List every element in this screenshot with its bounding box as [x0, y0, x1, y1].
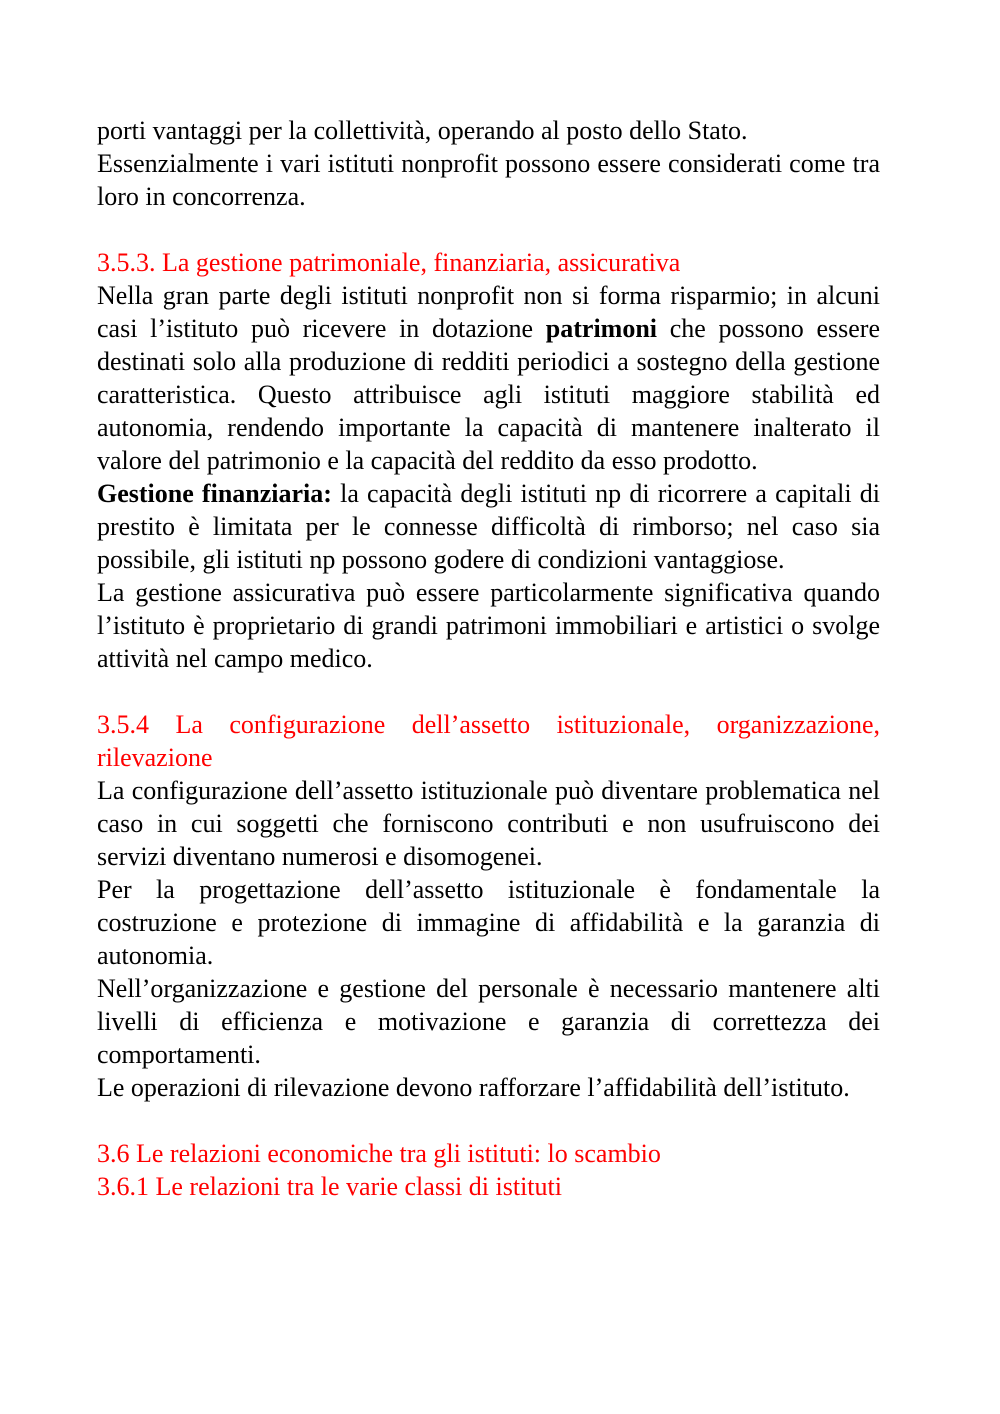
spacer — [97, 675, 880, 708]
spacer — [97, 1104, 880, 1137]
text-run: Nella gran parte degli istituti nonprofit non si forma risparmio; in alcuni casi l’istituto può ricevere in dotazione — [97, 281, 880, 343]
section-3-5-3-paragraph-3: La gestione assicurativa può essere particolarmente significativa quando l’istituto è proprietario di grandi patrimoni immobiliari e artistici o svolge attività nel campo medico. — [97, 578, 880, 673]
text-run: la capacità degli istituti np di ricorrere a capitali di prestito è limitata per le connesse difficoltà di rimborso; nel caso sia possibile, gli istituti np possono godere di condizioni vantaggiose. — [97, 479, 880, 574]
section-3-5-4-paragraph-2: Per la progettazione dell’assetto istituzionale è fondamentale la costruzione e protezione di immagine di affidabilità e la garanzia di autonomia. — [97, 875, 880, 970]
section-heading-3-6: 3.6 Le relazioni economiche tra gli istituti: lo scambio — [97, 1139, 661, 1168]
document-page — [97, 114, 880, 1203]
section-3-5-3-paragraph-1 — [97, 279, 880, 477]
section-3-5-4-paragraph-4: Le operazioni di rilevazione devono rafforzare l’affidabilità dell’istituto. — [97, 1073, 850, 1102]
intro-paragraph-1: porti vantaggi per la collettività, operando al posto dello Stato. — [97, 116, 748, 145]
bold-term-patrimoni: patrimoni — [545, 314, 658, 343]
bold-term-gestione-finanziaria: Gestione finanziaria: — [97, 479, 332, 508]
section-3-5-3-paragraph-2 — [97, 477, 880, 576]
section-3-5-4-paragraph-3: Nell’organizzazione e gestione del personale è necessario mantenere alti livelli di efficienza e motivazione e garanzia di correttezza dei comportamenti. — [97, 974, 880, 1069]
spacer — [97, 213, 880, 246]
section-heading-3-6-1: 3.6.1 Le relazioni tra le varie classi di istituti — [97, 1172, 562, 1201]
text-run: che possono essere destinati solo alla produzione di redditi periodici a sostegno della gestione caratteristica. Questo attribuisce agli istituti maggiore stabilità ed autonomia, rendendo importante la capacità di mantenere inalterato il valore del patrimonio e la capacità del reddito da esso prodotto. — [97, 314, 880, 475]
section-heading-3-5-3: 3.5.3. La gestione patrimoniale, finanziaria, assicurativa — [97, 248, 681, 277]
section-heading-3-5-4: 3.5.4 La configurazione dell’assetto istituzionale, organizzazione, rilevazione — [97, 710, 880, 772]
section-3-5-4-paragraph-1: La configurazione dell’assetto istituzionale può diventare problematica nel caso in cui soggetti che forniscono contributi e non usufruiscono dei servizi diventano numerosi e disomogenei. — [97, 776, 880, 871]
intro-paragraph-2: Essenzialmente i vari istituti nonprofit possono essere considerati come tra loro in concorrenza. — [97, 149, 880, 211]
